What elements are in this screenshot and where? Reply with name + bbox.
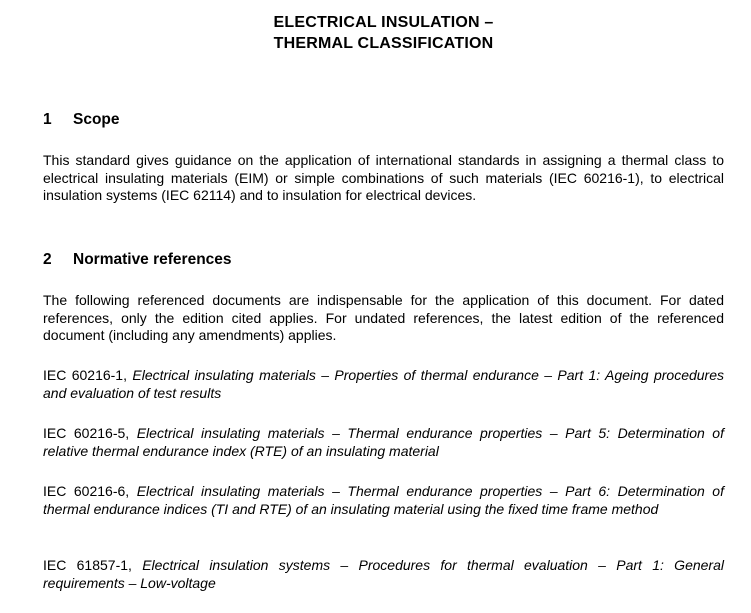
reference-item: [43, 557, 724, 592]
title-line-2: THERMAL CLASSIFICATION: [273, 35, 494, 52]
title-line-1: ELECTRICAL INSULATION –: [273, 14, 494, 31]
reference-id: IEC 60216-6,: [43, 483, 137, 499]
section-number: 2: [43, 251, 52, 268]
reference-title: Electrical insulating materials – Properties of thermal endurance – Part 1: Ageing procedures and evaluation of test results: [43, 367, 725, 401]
section-heading-scope: [43, 110, 120, 130]
document-title: [43, 12, 724, 54]
reference-title: Electrical insulating materials – Thermal endurance properties – Part 5: Determination of relative thermal endurance index (RTE) of an insulating material: [43, 425, 724, 459]
reference-item: [43, 425, 724, 460]
reference-title: Electrical insulating materials – Thermal endurance properties – Part 6: Determination of thermal endurance indices (TI and RTE) of an insulating material using the fixed time frame method: [43, 483, 724, 517]
reference-item: [43, 483, 724, 518]
section-heading-normative-references: [43, 250, 232, 270]
reference-id: IEC 61857-1,: [43, 557, 143, 573]
scope-paragraph: This standard gives guidance on the application of international standards in assigning a thermal class to electrical insulating materials (EIM) or simple combinations of such materials (IEC 60216-1), to electrical insulation systems (IEC 62114) and to insulation for electrical devices.: [43, 152, 724, 204]
normative-references-paragraph: The following referenced documents are indispensable for the application of this document. For dated references, only the edition cited applies. For undated references, the latest edition of the referenced document (including any amendments) applies.: [43, 292, 724, 344]
section-title: Scope: [73, 111, 120, 128]
section-title: Normative references: [73, 251, 232, 268]
reference-title: Electrical insulation systems – Procedures for thermal evaluation – Part 1: General requirements – Low-voltage: [43, 557, 724, 591]
reference-item: [43, 367, 724, 402]
reference-id: IEC 60216-1,: [43, 367, 133, 383]
reference-id: IEC 60216-5,: [43, 425, 137, 441]
section-number: 1: [43, 111, 52, 128]
